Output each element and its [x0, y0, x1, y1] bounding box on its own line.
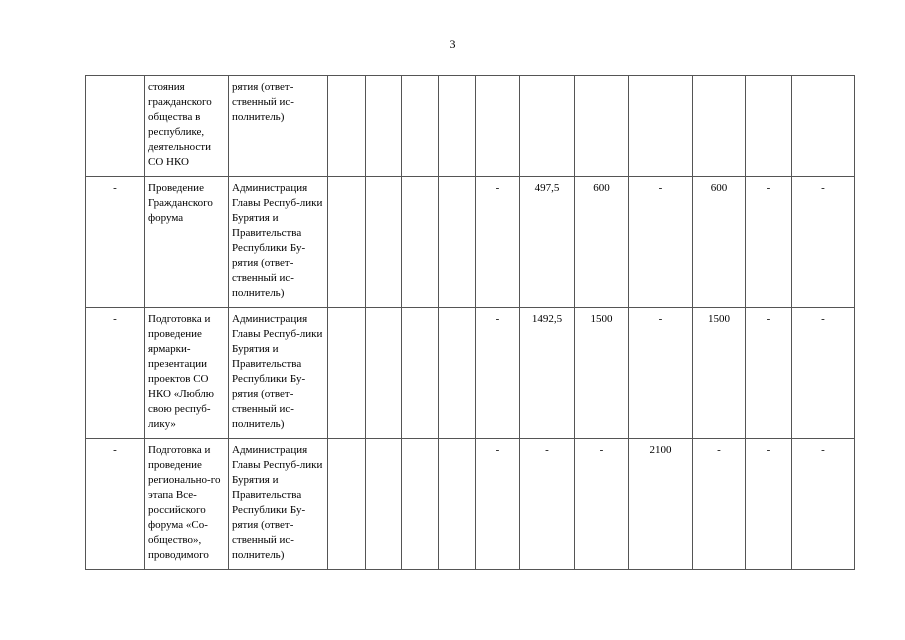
empty-cell: [693, 76, 746, 177]
value-cell: -: [746, 177, 792, 308]
value-cell: -: [693, 439, 746, 570]
value-cell: 1492,5: [520, 308, 575, 439]
value-cell: -: [792, 308, 855, 439]
measure-name-cell: Подготовка и проведение ярмарки-презентации проектов СО НКО «Люблю свою респуб-лику»: [145, 308, 229, 439]
value-cell: 1500: [693, 308, 746, 439]
value-cell: -: [746, 308, 792, 439]
value-cell: -: [476, 439, 520, 570]
value-cell: -: [575, 439, 629, 570]
measure-name-cell: Проведение Гражданского форума: [145, 177, 229, 308]
measure-name-cell: стояния гражданского общества в республике, деятельности СО НКО: [145, 76, 229, 177]
value-cell: [366, 308, 402, 439]
value-cell: [328, 177, 366, 308]
value-cell: 600: [575, 177, 629, 308]
executor-cell: Администрация Главы Респуб-лики Бурятия и Правительства Республики Бу-рятия (ответ-ственный ис-полнитель): [229, 177, 328, 308]
empty-cell: [792, 76, 855, 177]
value-cell: -: [792, 439, 855, 570]
value-cell: [439, 308, 476, 439]
table-row: [86, 177, 855, 308]
value-cell: -: [476, 177, 520, 308]
empty-cell: [402, 76, 439, 177]
page-number: 3: [449, 37, 456, 51]
value-cell: 600: [693, 177, 746, 308]
value-cell: 2100: [629, 439, 693, 570]
empty-cell: [476, 76, 520, 177]
row-number-cell: -: [86, 308, 145, 439]
empty-cell: [575, 76, 629, 177]
value-cell: [402, 177, 439, 308]
value-cell: [328, 439, 366, 570]
row-number-cell: [86, 76, 145, 177]
empty-cell: [328, 76, 366, 177]
value-cell: -: [792, 177, 855, 308]
value-cell: -: [476, 308, 520, 439]
table-row: [86, 308, 855, 439]
empty-cell: [746, 76, 792, 177]
measure-name-cell: Подготовка и проведение регионально-го этапа Все-российского форума «Со-общество», проводимого: [145, 439, 229, 570]
value-cell: [366, 439, 402, 570]
row-number-cell: -: [86, 177, 145, 308]
value-cell: [402, 439, 439, 570]
empty-cell: [629, 76, 693, 177]
executor-cell: рятия (ответ-ственный ис-полнитель): [229, 76, 328, 177]
executor-cell: Администрация Главы Респуб-лики Бурятия и Правительства Республики Бу-рятия (ответ-ственный ис-полнитель): [229, 439, 328, 570]
row-number-cell: -: [86, 439, 145, 570]
executor-cell: Администрация Главы Респуб-лики Бурятия и Правительства Республики Бу-рятия (ответ-ственный ис-полнитель): [229, 308, 328, 439]
value-cell: [439, 177, 476, 308]
empty-cell: [520, 76, 575, 177]
value-cell: [402, 308, 439, 439]
value-cell: -: [520, 439, 575, 570]
value-cell: [439, 439, 476, 570]
empty-cell: [366, 76, 402, 177]
value-cell: 497,5: [520, 177, 575, 308]
value-cell: [328, 308, 366, 439]
program-measures-table: [85, 75, 855, 570]
value-cell: -: [746, 439, 792, 570]
value-cell: 1500: [575, 308, 629, 439]
value-cell: [366, 177, 402, 308]
value-cell: -: [629, 308, 693, 439]
value-cell: -: [629, 177, 693, 308]
table-row: [86, 439, 855, 570]
table-row: [86, 76, 855, 177]
empty-cell: [439, 76, 476, 177]
